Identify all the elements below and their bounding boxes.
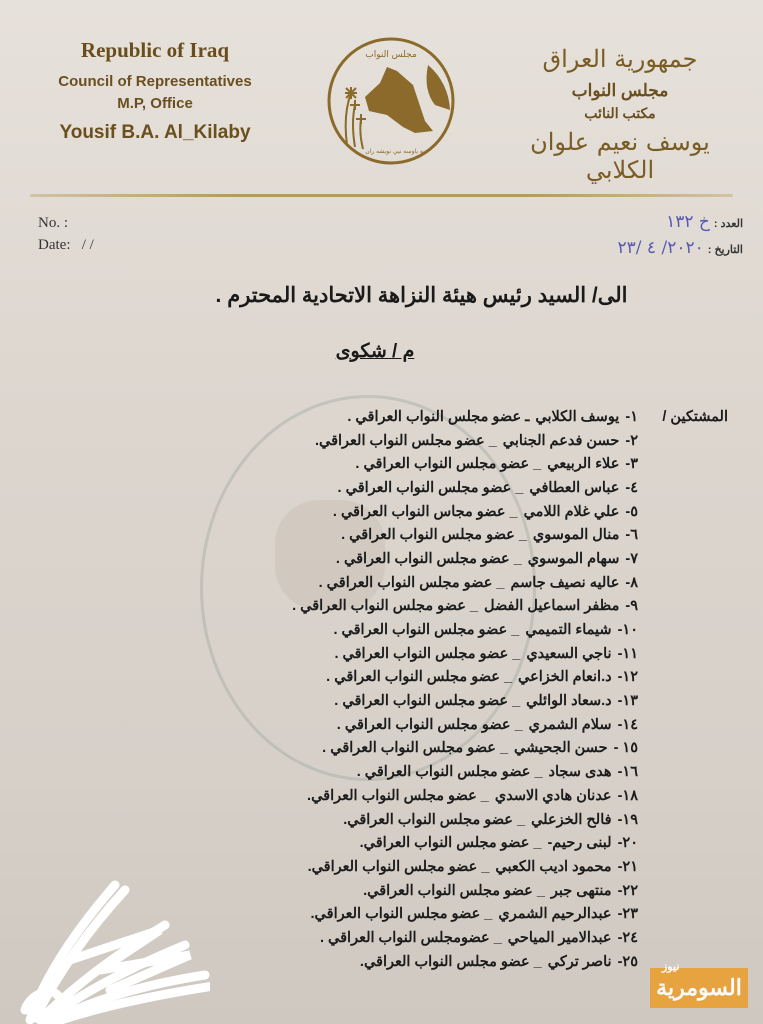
number-value-ar: خ ١٣٢: [666, 212, 710, 232]
list-item: ١٠- شيماء التميمي _ عضو مجلس النواب العراقي .: [333, 622, 638, 639]
list-item: ١٣- د.سعاد الوائلي _ عضو مجلس النواب العراقي .: [334, 693, 638, 710]
list-item: ٢٢- منتهى جبر _ عضو مجلس النواب العراقي.: [363, 882, 638, 899]
complainants-list: [188, 405, 728, 974]
list-item: ١١- ناجي السعيدي _ عضو مجلس النواب العراقي .: [334, 645, 638, 662]
complainants-label: المشتكين /: [662, 408, 728, 425]
date-label-en: Date:: [38, 237, 71, 253]
list-item: المشتكين / ١- يوسف الكلابي ـ عضو مجلس النواب العراقي .: [347, 408, 728, 425]
list-item: ١٨- عدنان هادي الاسدي _ عضو مجلس النواب العراقي.: [307, 787, 638, 804]
english-letterhead: [40, 38, 270, 144]
list-item: ٢٥- ناصر تركي _ عضو مجلس النواب العراقي.: [359, 953, 638, 970]
list-item: ٢٣- عبدالرحيم الشمري _ عضو مجلس النواب العراقي.: [310, 906, 638, 923]
list-item: ٢١- محمود اديب الكعبي _ عضو مجلس النواب العراقي.: [307, 858, 638, 875]
date-label-ar: التاريخ :: [707, 244, 743, 256]
list-item: ١٦- هدى سجاد _ عضو مجلس النواب العراقي .: [356, 764, 638, 781]
mp-name-en: Yousif B.A. Al_Kilaby: [59, 122, 251, 143]
news-logo-small: نيوز: [662, 961, 680, 973]
number-label-en: No. :: [38, 215, 68, 231]
list-item: ٧- سهام الموسوي _ عضو مجلس النواب العراقي .: [335, 550, 638, 567]
news-logo: [650, 960, 750, 1008]
council-ar: مجلس النواب: [571, 81, 669, 100]
meta-arabic: [618, 210, 744, 262]
list-item: ٨- عاليه نصيف جاسم _ عضو مجلس النواب العراقي .: [318, 574, 638, 591]
list-item: ٢- حسن فدعم الجنابي _ عضو مجلس النواب العراقي.: [314, 432, 638, 449]
news-logo-big: السومرية: [650, 968, 748, 1008]
list-item: ٢٤- عبدالامير المياحي _ عضومجلس النواب العراقي .: [319, 929, 638, 946]
country-en: Republic of Iraq: [80, 38, 230, 62]
parliament-emblem-icon: [325, 35, 457, 167]
subject: م / شكوى: [335, 341, 415, 362]
number-label-ar: العدد :: [713, 218, 743, 230]
list-item: ٤- عباس العطافي _ عضو مجلس النواب العراقي .: [337, 479, 638, 496]
list-item: ١٥ - حسن الجحيشي _ عضو مجلس النواب العراقي .: [322, 740, 638, 757]
country-ar: جمهورية العراق: [542, 45, 698, 73]
council-en: Council of Representatives: [58, 73, 252, 90]
list-item: ٦- منال الموسوي _ عضو مجلس النواب العراقي .: [341, 527, 638, 544]
list-item: ١٢- د.انعام الخزاعي _ عضو مجلس النواب العراقي .: [326, 669, 638, 686]
list-item: ١٤- سلام الشمري _ عضو مجلس النواب العراقي .: [336, 716, 638, 733]
meta-english: [38, 212, 94, 256]
office-en: M.P, Office: [117, 95, 193, 112]
redaction-scribble-icon: [10, 860, 210, 1024]
date-value-ar: ٢٠٢٠/ ٤ /٢٣: [617, 238, 704, 258]
office-ar: مكتب النائب: [584, 105, 656, 121]
list-item: ١٩- فالح الخزعلي _ عضو مجلس النواب العراقي.: [343, 811, 638, 828]
header-divider: [30, 194, 733, 197]
svg-text:مجلس النواب: مجلس النواب: [365, 50, 417, 60]
svg-text:نه ياوسه نيي نويشه ران: نه ياوسه نيي نويشه ران: [365, 148, 425, 155]
list-item: ٥- علي غلام اللامي _ عضو مجاس النواب العراقي .: [332, 503, 638, 520]
list-item: ٩- مظفر اسماعيل الفضل _ عضو مجلس النواب العراقي .: [292, 598, 638, 615]
mp-name-ar: يوسف نعيم علوان الكلابي: [530, 128, 710, 184]
addressee: الى/ السيد رئيس هيئة النزاهة الاتحادية المحترم .: [215, 284, 628, 307]
date-value-en: / /: [81, 237, 94, 253]
arabic-letterhead: [515, 45, 725, 184]
list-item: ٢٠- لبنى رحيم- _ عضو مجلس النواب العراقي.: [359, 835, 638, 852]
list-item: ٣- علاء الربيعي _ عضو مجلس النواب العراقي .: [355, 456, 638, 473]
